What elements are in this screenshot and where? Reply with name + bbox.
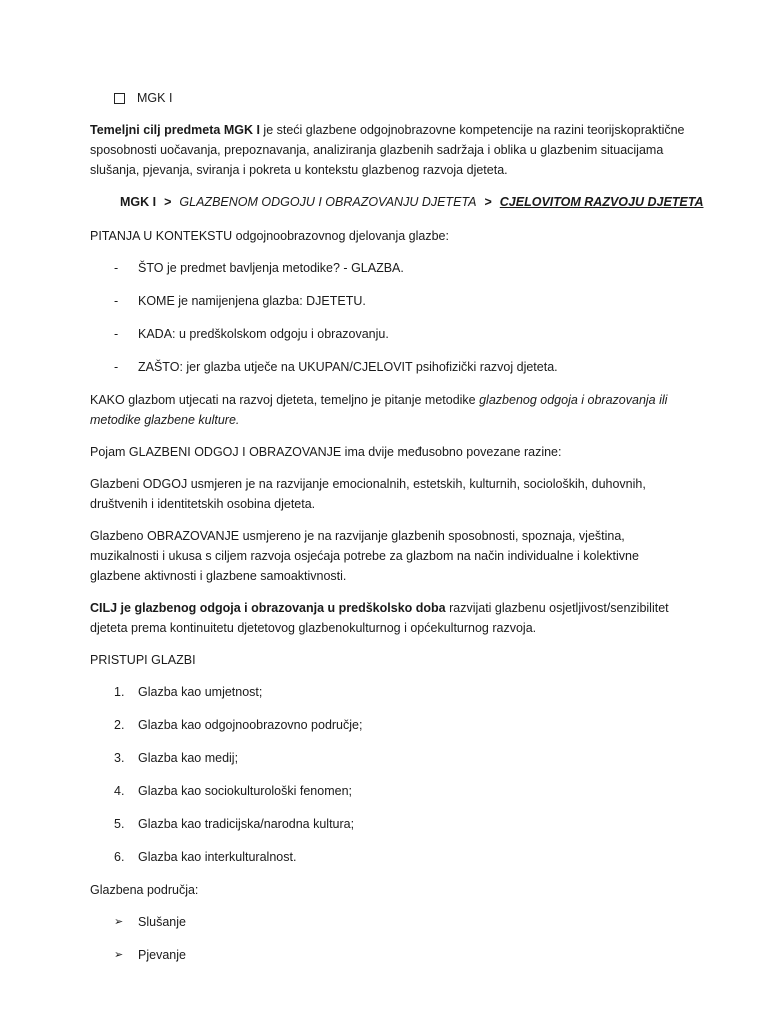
list-item — [90, 715, 690, 735]
intro-text: je steći glazbene odgojnobrazovne kompetencije na razini teorijskopraktične sposobnosti uočavanja, prepoznavanja, analiziranja glazbenih sadržaja i oblika u glazbenim situacijama slušanja, pjevanja, sviranja i pokreta u kontekstu glazbenog razvoja djeteta. — [90, 123, 685, 177]
list-item — [90, 682, 690, 702]
cilj-bold-text: CILJ je glazbenog odgoja i obrazovanja u predškolsko doba — [90, 601, 446, 615]
arrow-bullet-icon: ➢ — [114, 949, 124, 961]
cilj-paragraph — [90, 598, 690, 638]
checkbox-icon — [114, 93, 125, 104]
list-item-text: Glazba kao umjetnost; — [138, 685, 263, 699]
intro-paragraph — [90, 120, 690, 180]
breadcrumb-separator: > — [164, 195, 172, 209]
list-item — [90, 291, 690, 311]
dash-marker: - — [114, 261, 119, 275]
list-item — [90, 814, 690, 834]
breadcrumb — [120, 192, 704, 212]
list-item-text: ŠTO je predmet bavljenja metodike? - GLAZBA. — [138, 261, 404, 275]
dash-marker: - — [114, 294, 119, 308]
pristupi-list — [90, 682, 690, 867]
breadcrumb-third: CJELOVITOM RAZVOJU DJETETA — [499, 195, 704, 209]
dash-marker: - — [114, 327, 119, 341]
questions-list — [90, 258, 690, 377]
list-item-text: Glazba kao sociokulturološki fenomen; — [138, 784, 353, 798]
list-item — [90, 258, 690, 278]
list-item — [90, 781, 690, 801]
obrazovanje-paragraph: Glazbeno OBRAZOVANJE usmjereno je na razvijanje glazbenih sposobnosti, spoznaja, vještina, muzikalnosti i ukusa s ciljem razvoja osjećaja potrebe za glazbom na način individualne i kolektivne glazbene aktivnosti i glazbene samoaktivnosti. — [90, 529, 639, 583]
list-item — [90, 912, 690, 932]
kako-paragraph — [90, 390, 690, 430]
kako-text: KAKO glazbom utjecati na razvoj djeteta, temeljno je pitanje metodike — [90, 393, 480, 407]
cilj-text: razvijati glazbenu osjetljivost/senzibilitet djeteta prema kontinuitetu djetetovog glazbenokulturnog i općekulturnog razvoja. — [90, 601, 669, 635]
list-number: 6. — [114, 850, 125, 864]
questions-title: PITANJA U KONTEKSTU odgojnoobrazovnog djelovanja glazbe: — [90, 229, 449, 243]
list-item — [90, 357, 690, 377]
list-number: 2. — [114, 718, 125, 732]
pristupi-title: PRISTUPI GLAZBI — [90, 653, 196, 667]
list-item-text: Pjevanje — [138, 948, 186, 962]
pojam-paragraph: Pojam GLAZBENI ODGOJ I OBRAZOVANJE ima dvije međusobno povezane razine: — [90, 445, 562, 459]
document-body — [90, 88, 704, 978]
list-item — [90, 748, 690, 768]
breadcrumb-separator: > — [484, 195, 492, 209]
podrucja-list — [90, 912, 690, 965]
list-item-text: Glazba kao odgojnoobrazovno područje; — [138, 718, 363, 732]
dash-marker: - — [114, 360, 119, 374]
list-item-text: Slušanje — [138, 915, 186, 929]
list-number: 3. — [114, 751, 125, 765]
list-item-text: KOME je namijenjena glazba: DJETETU. — [138, 294, 366, 308]
list-item-text: Glazba kao interkulturalnost. — [138, 850, 297, 864]
list-number: 1. — [114, 685, 125, 699]
list-item — [90, 945, 690, 965]
intro-bold-text: Temeljni cilj predmeta MGK I — [90, 123, 260, 137]
arrow-bullet-icon: ➢ — [114, 916, 124, 928]
list-item-text: Glazba kao medij; — [138, 751, 239, 765]
odgoj-paragraph: Glazbeni ODGOJ usmjeren je na razvijanje emocionalnih, estetskih, kulturnih, socioloških, duhovnih, društvenih i identitetskih osobina djeteta. — [90, 477, 646, 511]
kako-italic-text: glazbenog odgoja i obrazovanja ili metodike glazbene kulture. — [90, 393, 668, 427]
list-item — [90, 847, 690, 867]
section-heading — [114, 88, 690, 108]
list-number: 5. — [114, 817, 125, 831]
breadcrumb-first: MGK I — [120, 195, 157, 209]
breadcrumb-second: GLAZBENOM ODGOJU I OBRAZOVANJU DJETETA — [179, 195, 477, 209]
list-number: 4. — [114, 784, 125, 798]
heading-label: MGK I — [137, 91, 173, 105]
list-item — [90, 324, 690, 344]
list-item-text: KADA: u predškolskom odgoju i obrazovanju. — [138, 327, 389, 341]
list-item-text: Glazba kao tradicijska/narodna kultura; — [138, 817, 355, 831]
podrucja-title: Glazbena područja: — [90, 883, 199, 897]
list-item-text: ZAŠTO: jer glazba utječe na UKUPAN/CJELOVIT psihofizički razvoj djeteta. — [138, 360, 558, 374]
